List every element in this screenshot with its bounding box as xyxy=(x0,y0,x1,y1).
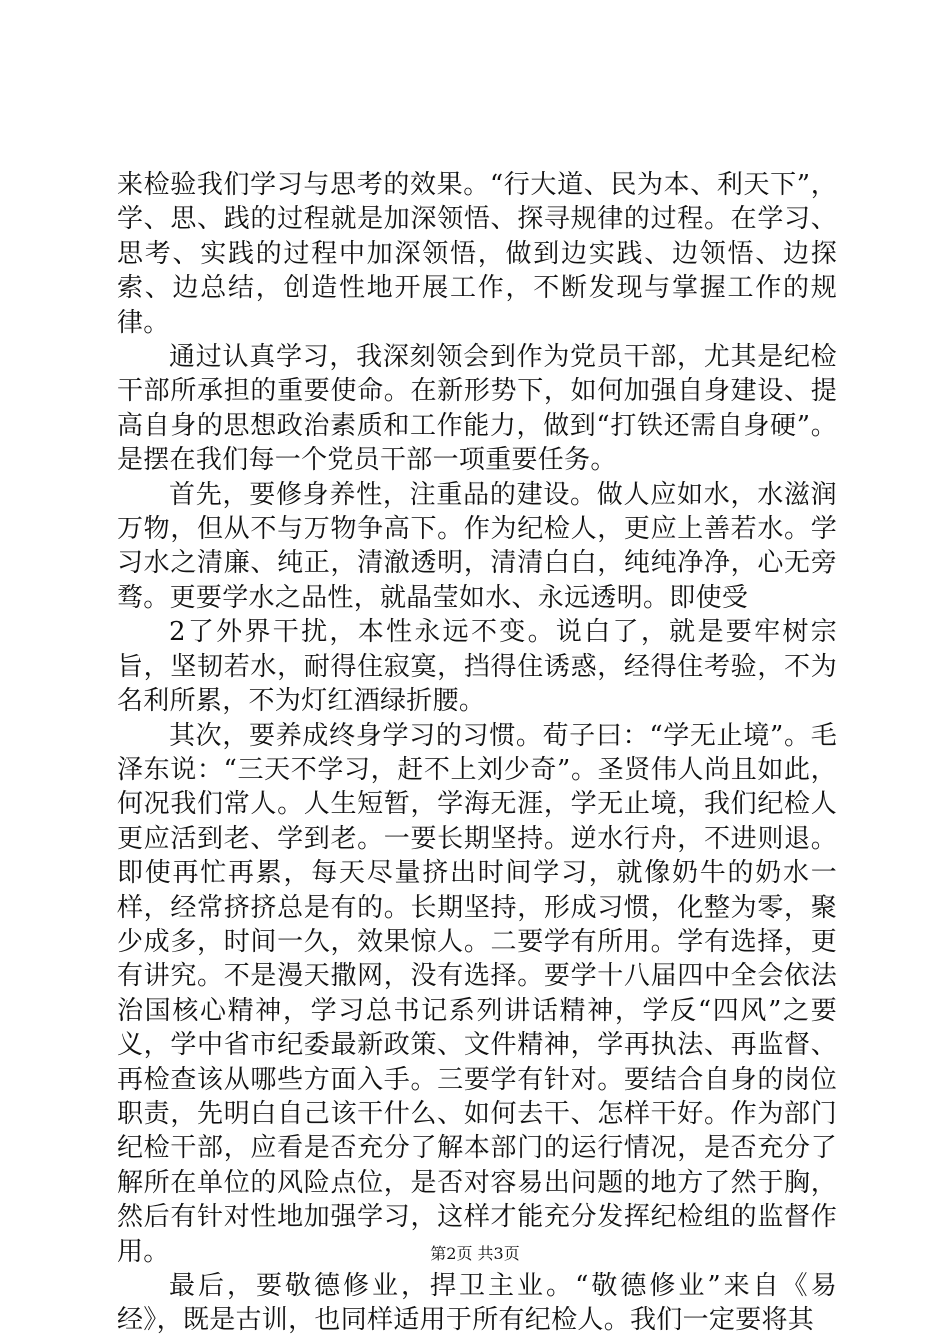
paragraph-mission: 通过认真学习，我深刻领会到作为党员干部，尤其是纪检干部所承担的重要使命。在新形势下，如何加强自身建设、提高自身的思想政治素质和工作能力，做到“打铁还需自身硬”。是摆在我们每一个党员干部一项重要任务。 xyxy=(117,342,838,476)
page-number-footer: 第2页 共3页 xyxy=(430,1244,520,1263)
paragraph-first-point-continued: 2了外界干扰，本性永远不变。说白了，就是要牢树宗旨，坚韧若水，耐得住寂寞，挡得住诱惑，经得住考验，不为名利所累，不为灯红酒绿折腰。 xyxy=(117,617,837,717)
document-body xyxy=(117,168,837,1338)
paragraph-second-point: 其次，要养成终身学习的习惯。荀子曰：“学无止境”。毛泽东说：“三天不学习，赶不上刘少奇”。圣贤伟人尚且如此，何况我们常人。人生短暂，学海无涯，学无止境，我们纪检人更应活到老、学到老。一要长期坚持。逆水行舟，不进则退。即使再忙再累，每天尽量挤出时间学习，就像奶牛的奶水一样，经常挤挤总是有的。长期坚持，形成习惯，化整为零，聚少成多，时间一久，效果惊人。二要学有所用。学有选择，更有讲究。不是漫天撒网，没有选择。要学十八届四中全会依法治国核心精神，学习总书记系列讲话精神，学反“四风”之要义，学中省市纪委最新政策、文件精神，学再执法、再监督、再检查该从哪些方面入手。三要学有针对。要结合自身的岗位职责，先明白自己该干什么、如何去干、怎样干好。作为部门纪检干部，应看是否充分了解本部门的运行情况，是否充分了解所在单位的风险点位，是否对容易出问题的地方了然于胸，然后有针对性地加强学习，这样才能充分发挥纪检组的监督作用。 xyxy=(117,720,837,1267)
paragraph-first-point: 首先，要修身养性，注重品的建设。做人应如水，水滋润万物，但从不与万物争高下。作为纪检人，更应上善若水。学习水之清廉、纯正，清澈透明，清清白白，纯纯净净，心无旁骛。更要学水之品性，就晶莹如水、永远透明。即使受 xyxy=(117,479,837,613)
paragraph-final-point: 最后，要敬德修业，捍卫主业。“敬德修业”来自《易经》，既是古训，也同样适用于所有纪检人。我们一定要将其 xyxy=(117,1271,837,1336)
paragraph-continuation: 来检验我们学习与思考的效果。“行大道、民为本、利天下”，学、思、践的过程就是加深领悟、探寻规律的过程。在学习、思考、实践的过程中加深领悟，做到边实践、边领悟、边探索、边总结，创造性地开展工作，不断发现与掌握工作的规律。 xyxy=(117,170,838,338)
